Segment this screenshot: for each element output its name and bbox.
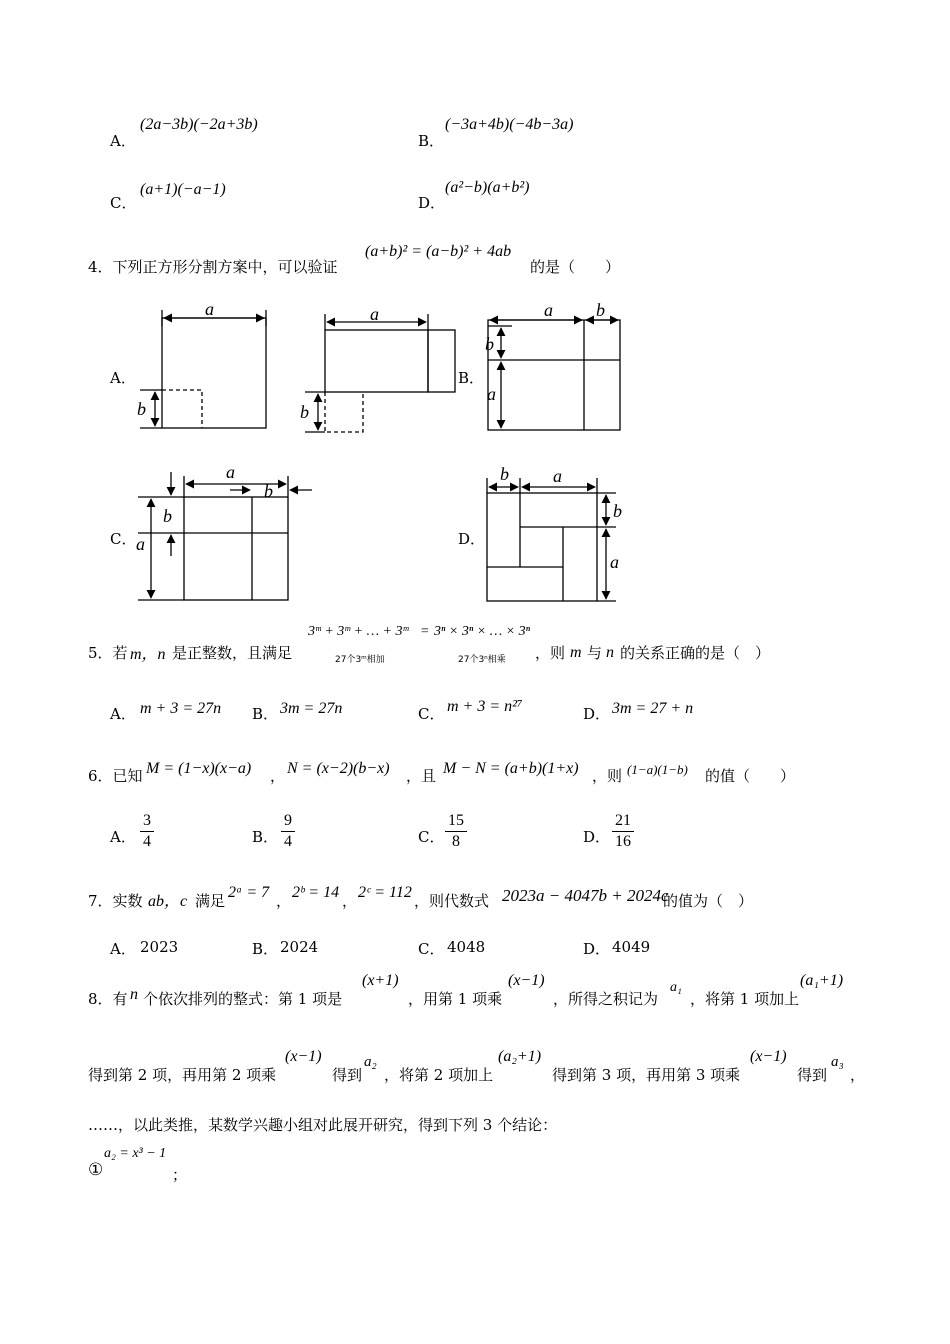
q3-option-c-expr: (a+1)(−a−1): [140, 181, 226, 198]
q7-option-b-value: 2024: [280, 938, 319, 956]
q4-b-label-b-side: b: [485, 334, 494, 354]
q8-a3: a₃: [831, 1054, 844, 1070]
q8-expr-1: (x+1): [362, 972, 399, 989]
q4-stem-prefix: 4．下列正方形分割方案中，可以验证: [88, 258, 338, 276]
q5-under-left: 27个3ᵐ相加: [335, 655, 385, 665]
q7-expression: 2023a − 4047b + 2024c: [502, 886, 669, 905]
q6-n-expr: N = (x−2)(b−x): [287, 760, 390, 777]
q5-option-c-label: C．: [418, 705, 445, 723]
q3-option-a-expr: (2a−3b)(−2a+3b): [140, 116, 258, 133]
q6-sep-3: ，则: [592, 767, 623, 785]
q8-expr-4: (x−1): [285, 1048, 322, 1065]
q6-option-a-denominator: 4: [143, 833, 151, 850]
q5-stem-prefix: 5．若: [88, 644, 128, 662]
q5-formula-right: 3ⁿ × 3ⁿ × … × 3ⁿ: [434, 624, 531, 639]
q5-stem-mid: 是正整数，且满足: [172, 644, 293, 662]
q4-figure-d: [487, 478, 616, 601]
q4-c-label-a: a: [226, 462, 235, 482]
q6-option-d-fraction: [612, 812, 634, 851]
q7-stem-prefix: 7．实数: [88, 892, 143, 910]
q8-line2-c: ，将第 2 项加上: [384, 1066, 494, 1084]
q4-option-c-label: C．: [110, 530, 137, 548]
q4-diagrams: [0, 0, 950, 620]
q5-formula-left: 3ᵐ + 3ᵐ + … + 3ᵐ: [308, 624, 409, 639]
q7-stem-mid-2: ，则代数式: [414, 892, 490, 910]
q8-line3: ……，以此类推，某数学兴趣小组对此展开研究，得到下列 3 个结论：: [88, 1116, 558, 1134]
q7-cond-3: 2ᶜ = 112: [358, 884, 412, 901]
q8-expr-5: (a₂+1): [498, 1048, 542, 1065]
q4-a1-label-b: b: [137, 399, 146, 419]
q3-option-d-label: D．: [418, 194, 446, 212]
q5-m: m: [570, 644, 582, 661]
q4-option-d-label: D．: [458, 530, 486, 548]
q7-option-a-value: 2023: [140, 938, 179, 956]
q4-c-label-b: b: [264, 481, 273, 501]
q5-under-right: 27个3ⁿ相乘: [458, 655, 506, 665]
q8-line2-f: ，: [850, 1066, 866, 1084]
q6-option-b-numerator: 9: [284, 812, 292, 829]
q4-formula: (a+b)² = (a−b)² + 4ab: [365, 243, 512, 260]
q7-sep-2: ，: [342, 892, 358, 910]
q5-stem-suffix-2: 的关系正确的是（ ）: [620, 644, 771, 662]
q7-option-c-value: 4048: [447, 938, 486, 956]
q4-b-label-a-side: a: [487, 384, 496, 404]
q8-conclusion-1-end: ；: [172, 1166, 188, 1184]
q7-stem-suffix: 的值为（ ）: [663, 892, 754, 910]
q7-option-a-label: A．: [110, 940, 136, 958]
q8-expr-6: (x−1): [750, 1048, 787, 1065]
q8-line1-d: ，所得之积记为: [553, 990, 659, 1008]
q8-expr-3: (a₁+1): [800, 972, 844, 989]
q6-option-a-label: A．: [110, 828, 136, 846]
q4-d-label-b: b: [500, 464, 509, 484]
q8-line2-a: 得到第 2 项，再用第 2 项乘: [88, 1066, 277, 1084]
q8-line2-b: 得到: [332, 1066, 363, 1084]
q4-d-label-b-side: b: [613, 501, 622, 521]
q5-yu: 与: [587, 644, 603, 662]
q5-option-a-expr: m + 3 = 27n: [140, 700, 222, 717]
q7-vars: ab，c: [148, 893, 188, 910]
q8-a2: a₂: [364, 1054, 377, 1070]
q6-option-d-denominator: 16: [615, 833, 631, 850]
q8-line1-a: 8．有: [88, 990, 128, 1008]
q8-expr-2: (x−1): [508, 972, 545, 989]
q4-a1-label-a: a: [205, 299, 214, 319]
q6-m-expr: M = (1−x)(x−a): [146, 760, 252, 777]
q6-stem-suffix: 的值（ ）: [705, 767, 796, 785]
q5-n: n: [606, 644, 614, 661]
q8-line2-e: 得到: [797, 1066, 828, 1084]
q4-option-a-label: A．: [110, 369, 136, 387]
q3-option-d-expr: (a²−b)(a+b²): [445, 179, 530, 196]
q6-option-b-fraction: [281, 812, 295, 851]
q3-option-a-label: A．: [110, 132, 136, 150]
q8-line2-d: 得到第 3 项，再用第 3 项乘: [552, 1066, 741, 1084]
q7-option-b-label: B．: [252, 940, 279, 958]
q3-option-b-expr: (−3a+4b)(−4b−3a): [445, 116, 574, 133]
q7-option-c-label: C．: [418, 940, 445, 958]
q6-target-expr: (1−a)(1−b): [627, 762, 688, 777]
q6-option-d-numerator: 21: [615, 812, 631, 829]
q3-option-b-label: B．: [418, 132, 445, 150]
q7-sep-1: ，: [276, 892, 292, 910]
q5-option-b-expr: 3m = 27n: [280, 700, 343, 717]
q7-stem-mid: 满足: [195, 892, 226, 910]
q5-option-d-expr: 3m = 27 + n: [612, 700, 694, 717]
q6-option-b-label: B．: [252, 828, 279, 846]
q5-option-d-label: D．: [583, 705, 611, 723]
q4-d-label-a: a: [553, 466, 562, 486]
q4-a2-label-a: a: [370, 304, 379, 324]
q3-option-c-label: C．: [110, 194, 137, 212]
q6-option-b-denominator: 4: [284, 833, 292, 850]
q5-option-c-expr: m + 3 = n²⁷: [447, 698, 523, 715]
q8-n: n: [130, 986, 138, 1003]
q5-option-b-label: B．: [252, 705, 279, 723]
q4-d-label-a-side: a: [610, 552, 619, 572]
q8-line1-b: 个依次排列的整式：第 1 项是: [143, 990, 343, 1008]
q4-stem-suffix: 的是（ ）: [530, 258, 621, 276]
q6-option-c-numerator: 15: [448, 812, 464, 829]
q6-option-a-numerator: 3: [143, 812, 151, 829]
q8-a1: a₁: [670, 980, 682, 995]
q4-option-b-label: B．: [458, 369, 485, 387]
q7-cond-1: 2ᵃ = 7: [228, 884, 270, 901]
q4-b-label-b: b: [596, 300, 605, 320]
q4-b-label-a: a: [544, 300, 553, 320]
q8-conclusion-1-mark: ①: [88, 1160, 104, 1180]
q7-option-d-value: 4049: [612, 938, 651, 956]
q8-line1-e: ，将第 1 项加上: [690, 990, 800, 1008]
q4-figure-a-rearranged: [305, 314, 455, 432]
q4-figure-a-square: [140, 310, 266, 428]
q6-option-d-label: D．: [583, 828, 611, 846]
q5-option-a-label: A．: [110, 705, 136, 723]
q6-option-c-fraction: [445, 812, 467, 851]
q6-option-c-denominator: 8: [452, 833, 460, 850]
q4-figure-b: [488, 320, 620, 430]
q6-option-c-label: C．: [418, 828, 445, 846]
q8-conclusion-1-expr: a₂ = x³ − 1: [104, 1146, 167, 1161]
q4-c-label-b-side: b: [163, 506, 172, 526]
q6-sep-1: ，: [270, 767, 286, 785]
q4-a2-label-b: b: [300, 402, 309, 422]
q5-stem-suffix-1: ，则: [535, 644, 566, 662]
q5-equals: =: [420, 624, 430, 639]
q6-sep-2: ，且: [406, 767, 437, 785]
q6-mn-expr: M − N = (a+b)(1+x): [443, 760, 579, 777]
q7-cond-2: 2ᵇ = 14: [292, 884, 340, 901]
q4-figure-c: [138, 472, 312, 600]
q7-option-d-label: D．: [583, 940, 611, 958]
q8-line1-c: ，用第 1 项乘: [408, 990, 503, 1008]
q5-vars: m，n: [130, 646, 166, 663]
q6-option-a-fraction: [140, 812, 154, 851]
q4-c-label-a-side: a: [136, 534, 145, 554]
q6-stem-prefix: 6．已知: [88, 767, 143, 785]
